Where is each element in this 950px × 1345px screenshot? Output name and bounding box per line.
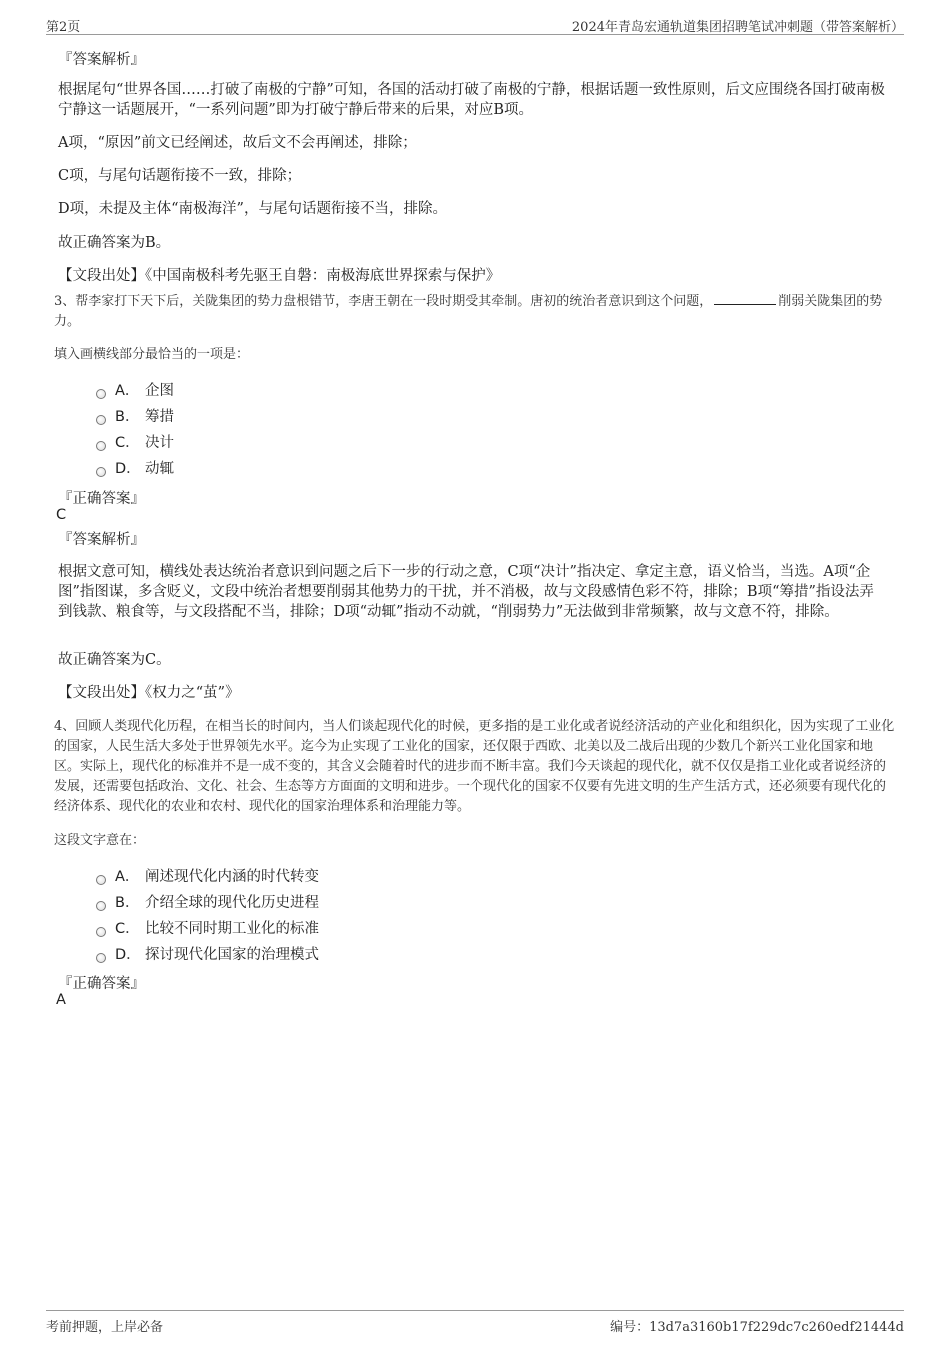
radio-button[interactable] [96, 415, 106, 425]
option-c[interactable]: C． 比较不同时期工业化的标准 [96, 918, 319, 940]
conclusion: 故正确答案为B。 [58, 235, 171, 251]
analysis-paragraph: 根据尾句“世界各国……打破了南极的宁静”可知，各国的活动打破了南极的宁静，根据话题一致性原则，后文应围绕各国打破南极宁静这一话题展开，“一系列问题”即为打破宁静后带来的后果，对应B项。 [58, 82, 885, 118]
radio-button[interactable] [96, 467, 106, 477]
page-number: 第2页 [46, 20, 81, 35]
question-stem: 3、帮李家打下天下后，关陇集团的势力盘根错节，李唐王朝在一段时期受其牵制。唐初的统治者意识到这个问题， 削弱关陇集团的势力。 [54, 294, 883, 329]
source-citation: 【文段出处】《权力之“茧”》 [58, 685, 240, 701]
analysis-label: 『答案解析』 [58, 52, 145, 68]
radio-button[interactable] [96, 901, 106, 911]
question-stem: 4、回顾人类现代化历程，在相当长的时间内，当人们谈起现代化的时候，更多指的是工业化或者说经济活动的产业化和组织化，因为实现了工业化的国家，人民生活大多处于世界领先水平。迄今为止实现了工业化的国家，还仅限于西欧、北美以及二战后出现的少数几个新兴工业化国家和地区。实际上，现代化的标准并不是一成不变的，其含义会随着时代的进步而不断丰富。我们今天谈起的现代化，就不仅仅是指工业化或者说经济的发展，还需要包括政治、文化、社会、生态等方方面面的文明和进步。一个现代化的国家不仅要有先进文明的生产生活方式，还必须要有现代化的经济体系、现代化的农业和农村、现代化的国家治理体系和治理能力等。 [54, 719, 895, 814]
correct-answer: A [56, 992, 66, 1008]
analysis-paragraph: D项，未提及主体“南极海洋”，与尾句话题衔接不当，排除。 [58, 201, 447, 217]
correct-answer-label: 『正确答案』 [58, 976, 145, 992]
analysis-paragraph: C项，与尾句话题衔接不一致，排除； [58, 168, 302, 184]
option-c[interactable]: C． 决计 [96, 432, 174, 454]
radio-button[interactable] [96, 953, 106, 963]
question-prompt: 填入画横线部分最恰当的一项是： [54, 347, 250, 362]
option-a[interactable]: A． 企图 [96, 380, 174, 402]
correct-answer: C [56, 507, 67, 523]
option-d[interactable]: D． 动辄 [96, 458, 174, 480]
fill-blank [714, 292, 776, 305]
question-prompt: 这段文字意在： [54, 833, 146, 848]
analysis-paragraph: 根据文意可知，横线处表达统治者意识到问题之后下一步的行动之意，C项“决计”指决定、拿定主意，语义恰当，当选。A项“企图”指图谋，多含贬义，文段中统治者想要削弱其他势力的干扰，并不消极，故与文段感情色彩不符，排除；B项“筹措”指设法弄到钱款、粮食等，与文段搭配不当，排除；D项“动辄”指动不动就，“削弱势力”无法做到非常频繁，故与文意不符，排除。 [58, 564, 874, 620]
correct-answer-label: 『正确答案』 [58, 491, 145, 507]
footer-slogan: 考前押题，上岸必备 [46, 1320, 164, 1335]
radio-button[interactable] [96, 441, 106, 451]
conclusion: 故正确答案为C。 [58, 652, 171, 668]
option-b[interactable]: B． 筹措 [96, 406, 174, 428]
option-b[interactable]: B． 介绍全球的现代化历史进程 [96, 892, 319, 914]
document-title: 2024年青岛宏通轨道集团招聘笔试冲刺题（带答案解析） [571, 20, 904, 35]
page-footer [46, 1310, 904, 1335]
option-a[interactable]: A． 阐述现代化内涵的时代转变 [96, 866, 319, 888]
radio-button[interactable] [96, 875, 106, 885]
radio-button[interactable] [96, 389, 106, 399]
document-serial: 编号：13d7a3160b17f229dc7c260edf21444d [610, 1320, 904, 1335]
radio-button[interactable] [96, 927, 106, 937]
option-d[interactable]: D． 探讨现代化国家的治理模式 [96, 944, 319, 966]
page-header [46, 14, 904, 35]
analysis-paragraph: A项，“原因”前文已经阐述，故后文不会再阐述，排除； [58, 135, 417, 151]
analysis-label: 『答案解析』 [58, 532, 145, 548]
source-citation: 【文段出处】《中国南极科考先驱王自磐：南极海底世界探索与保护》 [58, 268, 501, 284]
